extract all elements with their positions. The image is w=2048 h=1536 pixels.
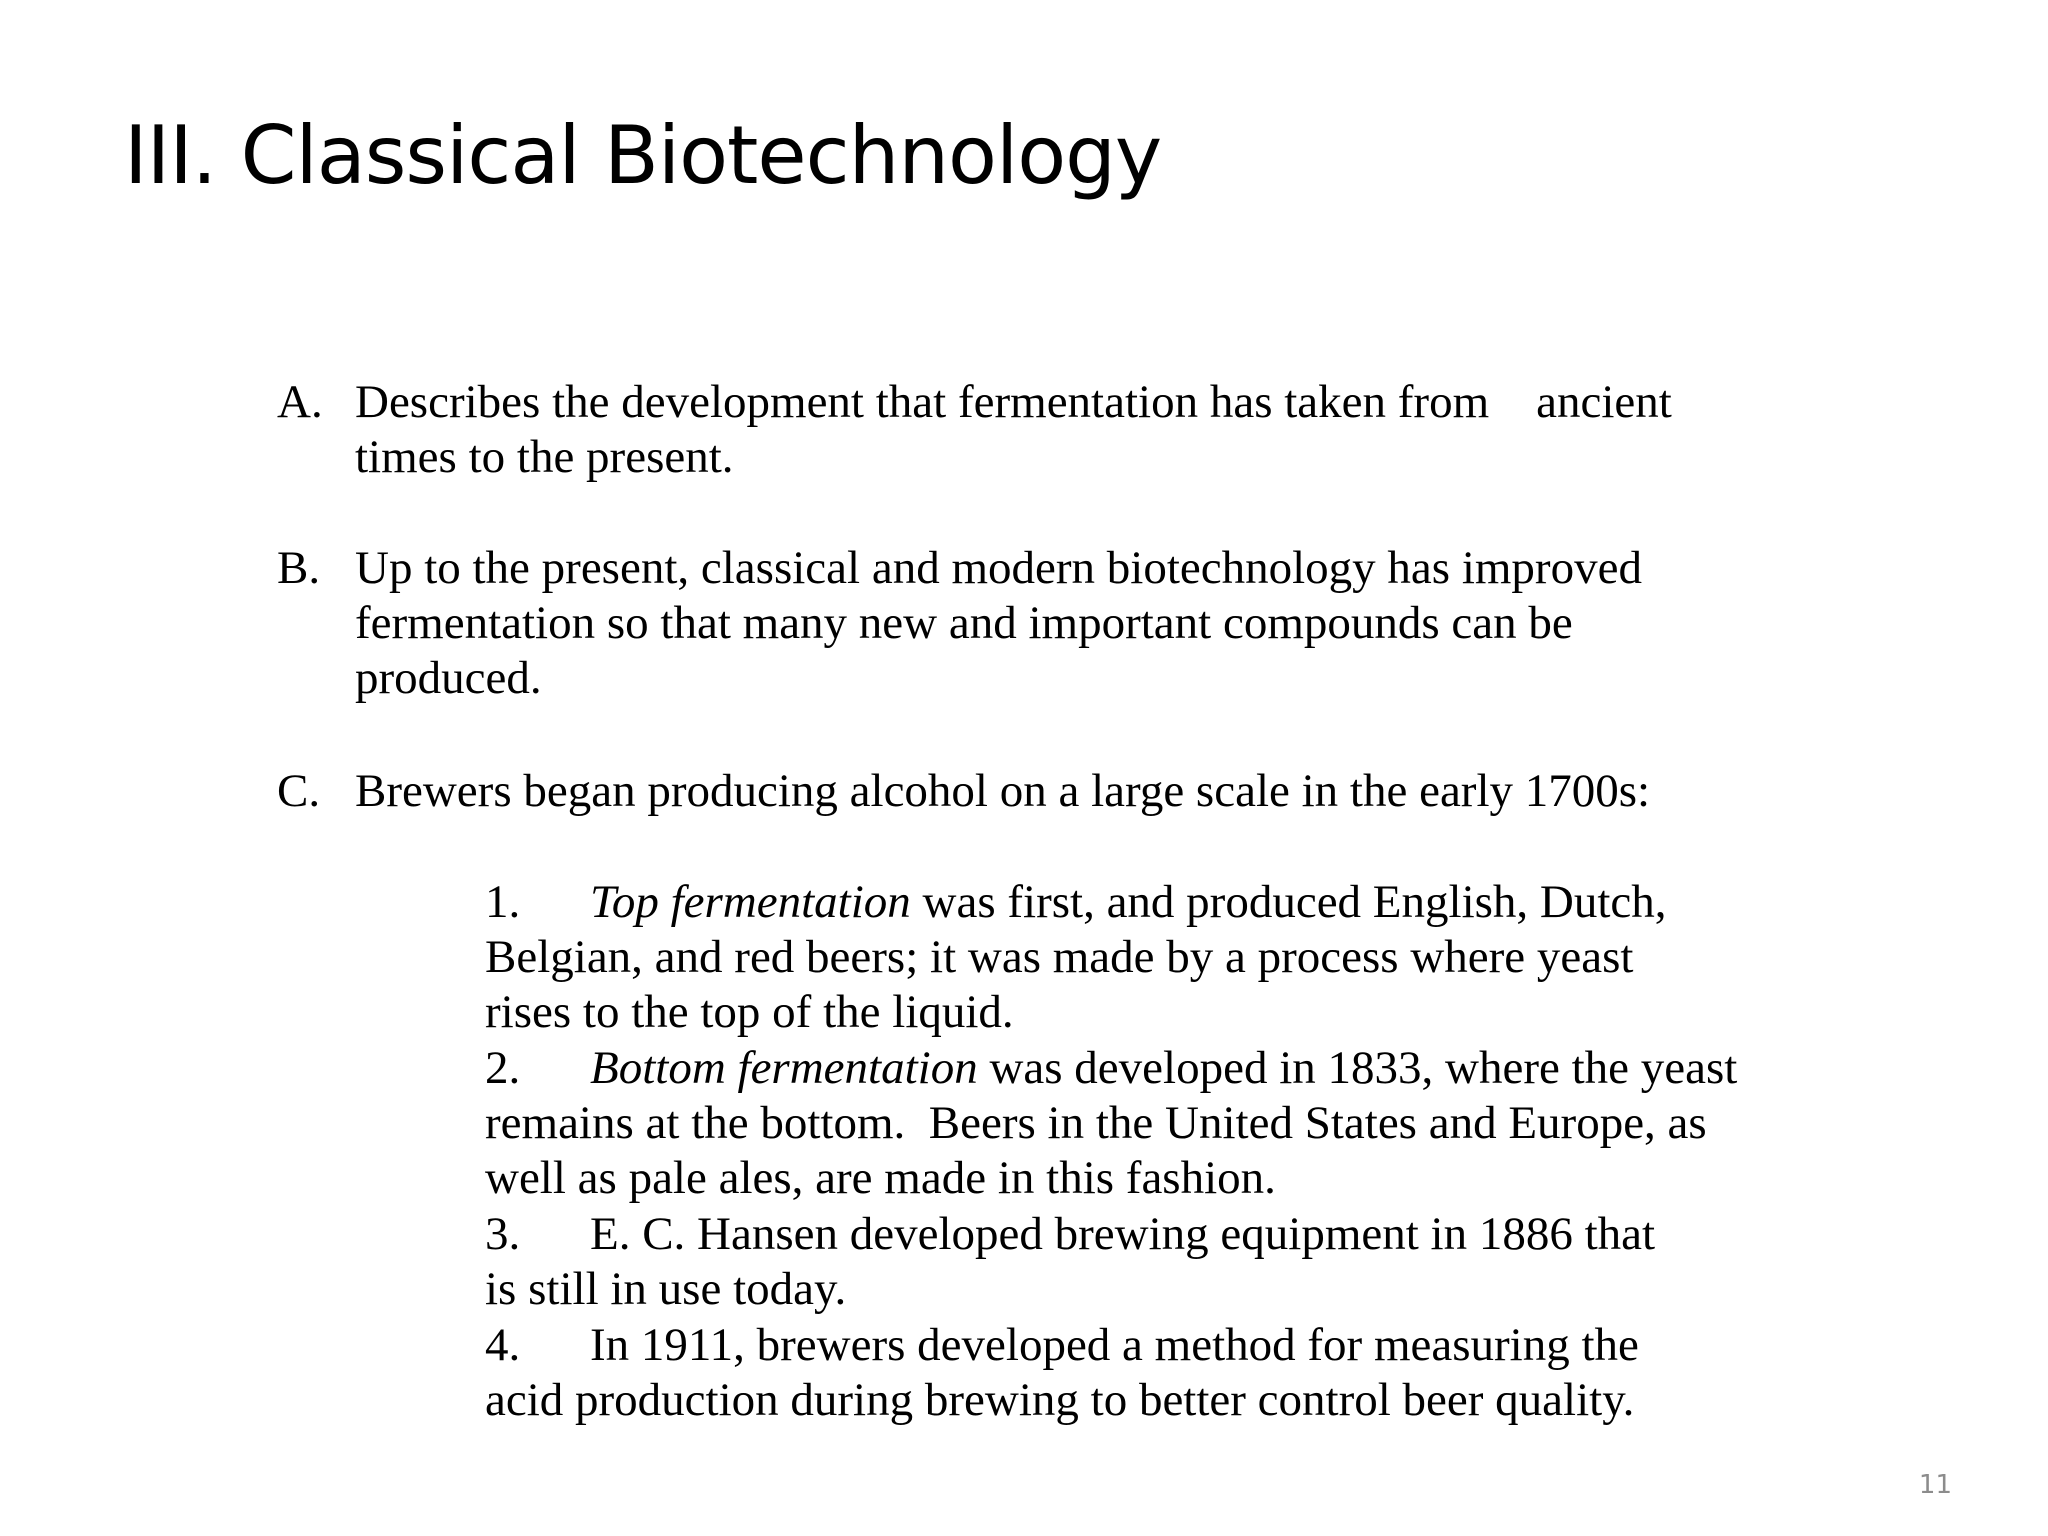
- sub-item-number: 1.: [485, 876, 521, 928]
- text-line: [485, 875, 1825, 930]
- text-fragment: was developed in 1833, where the yeast: [977, 1042, 1738, 1094]
- emphasis-term: Bottom fermentation: [590, 1042, 978, 1094]
- list-marker: A.: [277, 376, 323, 428]
- text-line: [485, 1207, 1825, 1262]
- text-line: [485, 1318, 1825, 1373]
- text-line: times to the present.: [355, 431, 734, 483]
- list-marker: B.: [277, 542, 321, 594]
- text-line: produced.: [355, 652, 542, 704]
- slide-title: III. Classical Biotechnology: [124, 109, 1162, 202]
- emphasis-term: Top fermentation: [590, 876, 911, 928]
- text-line: Describes the development that fermentation has taken from ancient: [355, 376, 1672, 428]
- text-line: is still in use today.: [485, 1263, 847, 1315]
- sub-item-4: [485, 1318, 1825, 1428]
- text-line: Brewers began producing alcohol on a large scale in the early 1700s:: [355, 765, 1651, 817]
- text-line: remains at the bottom. Beers in the United States and Europe, as: [485, 1097, 1707, 1149]
- page-number: 11: [1918, 1470, 1952, 1500]
- sub-item-number: 4.: [485, 1319, 521, 1371]
- sub-item-2: [485, 1041, 1825, 1206]
- text-line: Belgian, and red beers; it was made by a process where yeast: [485, 931, 1634, 983]
- text-line: fermentation so that many new and important compounds can be: [355, 597, 1573, 649]
- list-item-text: [355, 375, 1835, 485]
- list-marker: C.: [277, 765, 321, 817]
- text-fragment: E. C. Hansen developed brewing equipment in 1886 that: [590, 1208, 1656, 1260]
- sub-item-1: [485, 875, 1825, 1040]
- text-fragment: In 1911, brewers developed a method for measuring the: [590, 1319, 1639, 1371]
- sub-item-3: [485, 1207, 1825, 1317]
- sub-item-number: 2.: [485, 1042, 521, 1094]
- list-item-text: [355, 764, 1835, 819]
- text-line: rises to the top of the liquid.: [485, 986, 1014, 1038]
- sub-item-number: 3.: [485, 1208, 521, 1260]
- text-line: Up to the present, classical and modern biotechnology has improved: [355, 542, 1642, 594]
- text-line: well as pale ales, are made in this fashion.: [485, 1152, 1276, 1204]
- text-line: [485, 1041, 1825, 1096]
- text-line: acid production during brewing to better control beer quality.: [485, 1374, 1635, 1426]
- list-item-text: [355, 541, 1835, 706]
- text-fragment: was first, and produced English, Dutch,: [910, 876, 1667, 928]
